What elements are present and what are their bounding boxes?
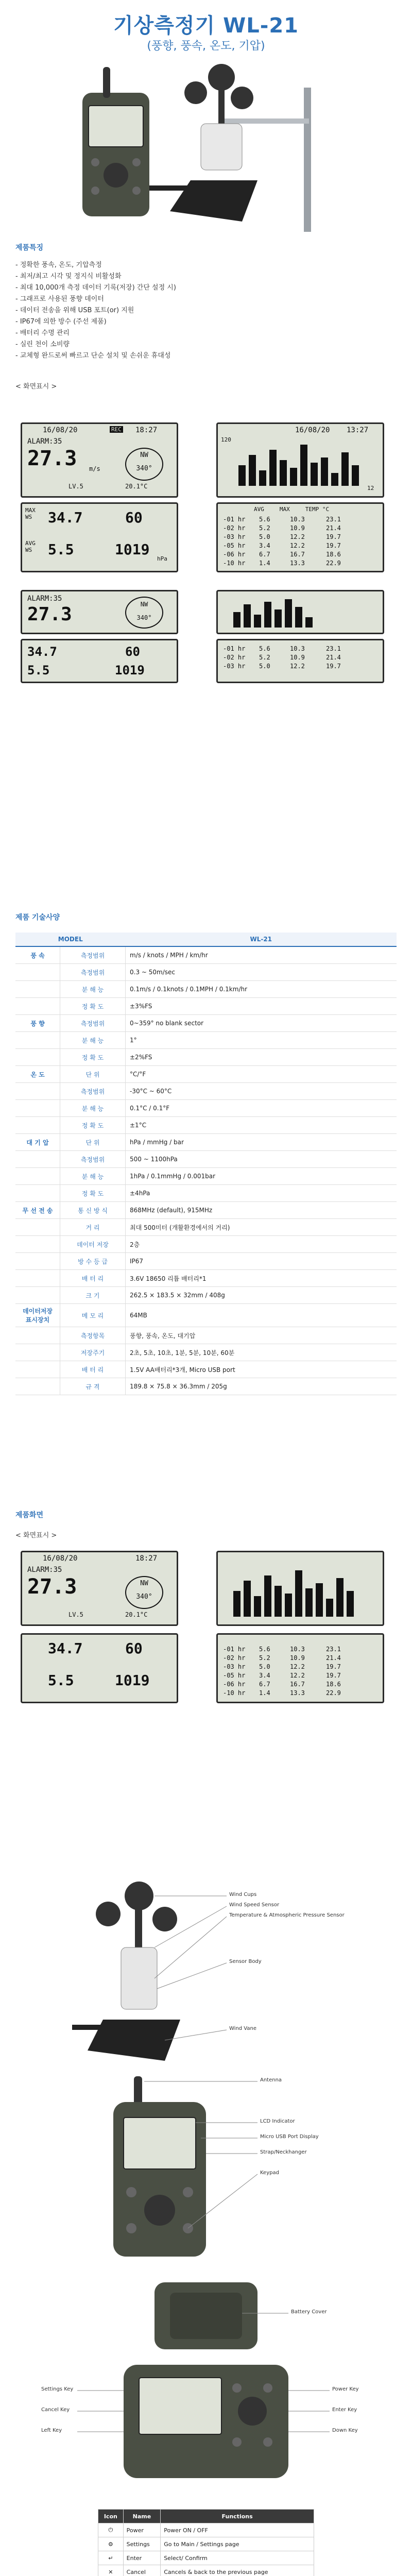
key-function: Select/ Confirm (161, 2551, 314, 2565)
table-row (15, 1253, 397, 1270)
label-display: Micro USB Port Display (260, 2134, 319, 2140)
table-row (15, 1202, 397, 1219)
spec-item: 단 위 (60, 1066, 126, 1083)
key-name: Cancel (123, 2565, 161, 2576)
table-row (15, 933, 397, 946)
spec-item: 분 해 능 (60, 1100, 126, 1117)
table-row (15, 1066, 397, 1083)
spec-value: ±3%FS (126, 998, 397, 1015)
lcd-wind-speed: 27.3 (27, 604, 72, 625)
lcd-wind-speed: 27.3 (27, 1575, 77, 1599)
spec-value: 0.1m/s / 0.1knots / 0.1MPH / 0.1km/hr (126, 981, 397, 998)
label-keypad: Keypad (260, 2170, 279, 2176)
key-table-section (0, 2504, 412, 2576)
spec-item: 배 터 리 (60, 1361, 126, 1378)
hero-section (0, 0, 412, 242)
key-col-name: Name (123, 2510, 161, 2523)
spec-category (15, 981, 60, 998)
screens-label-2: < 화면표시 > (15, 1532, 57, 1539)
spec-value: 풍향, 풍속, 온도, 대기압 (126, 1327, 397, 1344)
spec-item: 메 모 리 (60, 1304, 126, 1327)
spec-value: 3.6V 18650 리튬 배터리*1 (126, 1270, 397, 1287)
display-heading: 제품화면 (15, 1511, 44, 1519)
spec-item: 데이터 저장 (60, 1236, 126, 1253)
label-strap: Strap/Neckhanger (260, 2149, 307, 2155)
lcd-direction: NW (140, 451, 148, 459)
lcd-max-ws: 34.7 (27, 645, 57, 659)
lcd-atm-unit: hPa (157, 555, 167, 562)
table-row (15, 1361, 397, 1378)
spec-section (0, 912, 412, 1437)
table-row (15, 1344, 397, 1361)
spec-category (15, 1117, 60, 1134)
label-sensor-body: Sensor Body (229, 1959, 262, 1964)
spec-value: 최대 500미터 (개활환경에서의 거리) (126, 1219, 397, 1236)
spec-item: 측정범위 (60, 1083, 126, 1100)
label-wind-cups: Wind Cups (229, 1892, 257, 1897)
spec-value: 64MB (126, 1304, 397, 1327)
lcd-col-max: MAX (279, 506, 290, 513)
label-power-key: Power Key (332, 2386, 359, 2392)
lcd-history-table (223, 515, 341, 568)
product-illustration (0, 57, 412, 242)
spec-item: 정 확 도 (60, 1049, 126, 1066)
lcd-chart-screen (216, 422, 384, 498)
lcd-avg-ws: 5.5 (48, 1672, 74, 1689)
key-function: Go to Main / Settings page (161, 2537, 314, 2551)
lcd-temperature: 20.1°C (125, 483, 148, 490)
lcd-avg-ws: 5.5 (48, 541, 74, 558)
key-col-functions: Functions (161, 2510, 314, 2523)
lcd-atm-pressure: 1019 (115, 1672, 150, 1689)
feature-item: - 교체형 완드로써 빠르고 단순 설치 및 손쉬운 휴대성 (15, 352, 171, 360)
spec-item: 크 기 (60, 1287, 126, 1304)
table-row: -06 hr 6.7 16.7 18.6 (223, 551, 341, 558)
spec-item: 방 수 등 급 (60, 1253, 126, 1270)
key-icon: ↵ (98, 2551, 124, 2565)
spec-value: 1.5V AA배터리*3개, Micro USB port (126, 1361, 397, 1378)
features-section (0, 242, 412, 407)
spec-item: 정 확 도 (60, 1185, 126, 1202)
feature-item: - 데이터 전송을 위해 USB 포트(or) 지원 (15, 307, 134, 314)
spec-value: 0.1°C / 0.1°F (126, 1100, 397, 1117)
spec-item: 거 리 (60, 1219, 126, 1236)
lcd-stats-screen-2 (21, 1633, 178, 1703)
table-row (98, 2523, 314, 2537)
lcd-chart-max: 120 (221, 436, 231, 443)
label-settings-key: Settings Key (41, 2386, 74, 2392)
spec-category (15, 1032, 60, 1049)
spec-model-label: MODEL (15, 933, 126, 946)
label-wind-speed-sensor: Wind Speed Sensor (229, 1902, 280, 1908)
spec-item: 저장주기 (60, 1344, 126, 1361)
spec-item: 측정범위 (60, 946, 126, 964)
key-name: Settings (123, 2537, 161, 2551)
spec-category (15, 1344, 60, 1361)
lcd-main-screen-2 (21, 1551, 178, 1626)
spec-category (15, 1378, 60, 1395)
spec-value: 262.5 × 183.5 × 32mm / 408g (126, 1287, 397, 1304)
spec-item: 정 확 도 (60, 998, 126, 1015)
lcd-chart-screen-alt (216, 590, 384, 634)
lcd-compass (125, 448, 163, 481)
spec-item: 단 위 (60, 1134, 126, 1151)
table-row (15, 1287, 397, 1304)
feature-item: - 그래프로 사용된 풍향 데이터 (15, 295, 104, 303)
receiver-diagram (0, 2071, 412, 2272)
lcd-temperature: 20.1°C (125, 1611, 148, 1618)
table-row (98, 2565, 314, 2576)
lcd-level: LV.5 (68, 483, 83, 490)
label-down-key: Down Key (332, 2428, 358, 2433)
spec-value: m/s / knots / MPH / km/hr (126, 946, 397, 964)
spec-table (15, 933, 397, 1395)
key-icon: ⚙ (98, 2537, 124, 2551)
lcd-degrees: 340° (136, 465, 152, 472)
spec-category (15, 1270, 60, 1287)
lcd-stats-screen-alt (21, 639, 178, 683)
lcd-time: 18:27 (135, 1554, 158, 1563)
lcd-bar-chart (228, 597, 372, 628)
table-row (15, 981, 397, 998)
screens-label: < 화면표시 > (15, 383, 57, 391)
spec-category: 무 선 전 송 (15, 1202, 60, 1219)
spec-category: 온 도 (15, 1066, 60, 1083)
page-subtitle: (풍향, 풍속, 온도, 기압) (147, 40, 265, 53)
features-list (15, 260, 176, 362)
spec-value: 1hPa / 0.1mmHg / 0.001bar (126, 1168, 397, 1185)
feature-item: - 실린 천이 소비량 (15, 341, 70, 348)
table-row (15, 998, 397, 1015)
key-name: Enter (123, 2551, 161, 2565)
spec-value: -30°C ~ 60°C (126, 1083, 397, 1100)
table-row (15, 1327, 397, 1344)
spec-item: 측정범위 (60, 964, 126, 981)
lcd-time: 13:27 (347, 426, 369, 434)
lcd-wind-chill: 60 (125, 509, 143, 526)
spec-item: 분 해 능 (60, 1168, 126, 1185)
lcd-history-screen-2: -01 hr 5.6 10.3 23.1 -02 hr 5.2 10.9 21.4 -03 hr 5.0 12.2 19.7 -05 hr 3.4 12.2 19.7 -06 hr 6.7 16.7 18.6 -10 hr 1.4 13.3 22.9 (216, 1633, 384, 1703)
spec-value: 500 ~ 1100hPa (126, 1151, 397, 1168)
key-function: Power ON / OFF (161, 2523, 314, 2537)
lcd-main-screen (21, 422, 178, 498)
lcd-alarm: ALARM:35 (27, 595, 62, 603)
table-row (15, 1378, 397, 1395)
feature-item: - 정확한 풍속, 온도, 기압측정 (15, 261, 102, 269)
lcd-date: 16/08/20 (43, 426, 78, 434)
table-row (98, 2551, 314, 2565)
spec-value: ±4hPa (126, 1185, 397, 1202)
spec-value: 189.8 × 75.8 × 36.3mm / 205g (126, 1378, 397, 1395)
table-row (98, 2537, 314, 2551)
spec-category (15, 1049, 60, 1066)
spec-category (15, 998, 60, 1015)
backfront-diagram (0, 2277, 412, 2494)
spec-value: ±2%FS (126, 1049, 397, 1066)
table-row: -01 hr 5.6 10.3 23.1 (223, 516, 341, 523)
lcd-level: LV.5 (68, 1611, 83, 1618)
table-row (15, 1032, 397, 1049)
key-icon: ⏻ (98, 2523, 124, 2537)
lcd-max-ws: 34.7 (48, 1640, 83, 1657)
spec-heading: 제품 기술사양 (15, 913, 60, 922)
spec-category (15, 1151, 60, 1168)
spec-category: 풍 속 (15, 946, 60, 964)
table-row (15, 946, 397, 964)
spec-item: 측정범위 (60, 1015, 126, 1032)
label-lcd-indicator: LCD Indicator (260, 2119, 295, 2124)
lcd-wind-chill: 60 (125, 645, 140, 659)
spec-category (15, 1253, 60, 1270)
feature-item: - IP67에 의한 방수 (주선 제품) (15, 318, 107, 326)
table-row: -10 hr 1.4 13.3 22.9 (223, 560, 341, 567)
lcd-chart-hours: 12 (367, 485, 374, 492)
table-row (15, 964, 397, 981)
table-row: -03 hr 5.0 12.2 19.7 (223, 533, 341, 540)
spec-category (15, 1168, 60, 1185)
table-row (15, 1304, 397, 1327)
feature-item: - 최대 10,000개 측정 데이터 기록(저장) 간단 설정 시) (15, 284, 176, 292)
spec-category (15, 1361, 60, 1378)
lcd-date: 16/08/20 (295, 426, 330, 434)
parts-anemometer-section (0, 1875, 412, 2071)
spec-category (15, 1100, 60, 1117)
display-section (0, 1510, 412, 1865)
lcd-bar-chart (233, 439, 377, 486)
spec-value: °C/°F (126, 1066, 397, 1083)
lcd-atm-pressure: 1019 (115, 541, 150, 558)
spec-category (15, 1327, 60, 1344)
table-row (15, 1219, 397, 1236)
spec-category: 대 기 압 (15, 1134, 60, 1151)
spec-value: 2층 (126, 1236, 397, 1253)
spec-item: 정 확 도 (60, 1117, 126, 1134)
spec-value: 2초, 5초, 10초, 1분, 5분, 10분, 60분 (126, 1344, 397, 1361)
lcd-bar-chart (228, 1565, 372, 1617)
spec-model: WL-21 (126, 933, 397, 946)
lcd-date: 16/08/20 (43, 1554, 78, 1563)
table-row (15, 1236, 397, 1253)
spec-category (15, 1219, 60, 1236)
lcd-col-temp: TEMP °C (305, 506, 330, 513)
spec-item: 배 터 리 (60, 1270, 126, 1287)
parts-receiver-section (0, 2071, 412, 2272)
spec-value: IP67 (126, 1253, 397, 1270)
lcd-atm-pressure: 1019 (115, 663, 145, 677)
label-cancel-key: Cancel Key (41, 2407, 70, 2413)
lcd-compass: NW 340° (125, 597, 163, 629)
spec-value: hPa / mmHg / bar (126, 1134, 397, 1151)
spec-value: ±1°C (126, 1117, 397, 1134)
anemometer-diagram (0, 1875, 412, 2071)
parts-backfront-section (0, 2277, 412, 2494)
lcd-chart-screen-2 (216, 1551, 384, 1626)
table-row (15, 1168, 397, 1185)
lcd-compass: NW 340° (125, 1576, 163, 1609)
spec-category: 데이터저장 표시장치 (15, 1304, 60, 1327)
label-wind-vane: Wind Vane (229, 2026, 256, 2031)
spec-value: 0~359° no blank sector (126, 1015, 397, 1032)
spec-item: 분 해 능 (60, 1032, 126, 1049)
lcd-stats-screen: MAX WS 34.7 AVG WS 5.5 60 1019 hPa (21, 502, 178, 572)
features-heading: 제품특징 (15, 244, 44, 252)
label-left-key: Left Key (41, 2428, 62, 2433)
key-function: Cancels & back to the previous page (161, 2565, 314, 2576)
table-row: -05 hr 3.4 12.2 19.7 (223, 542, 341, 549)
label-battery-cover: Battery Cover (291, 2309, 327, 2315)
key-name: Power (123, 2523, 161, 2537)
spec-item: 규 격 (60, 1378, 126, 1395)
spec-category: 풍 향 (15, 1015, 60, 1032)
spec-category (15, 1236, 60, 1253)
label-antenna: Antenna (260, 2077, 282, 2083)
screens-block-1 (0, 412, 412, 690)
table-row (15, 1100, 397, 1117)
key-col-icon: Icon (98, 2510, 124, 2523)
lcd-history-screen-alt: -01 hr 5.6 10.3 23.1 -02 hr 5.2 10.9 21.4 -03 hr 5.0 12.2 19.7 (216, 639, 384, 683)
key-icon: ✕ (98, 2565, 124, 2576)
spec-category (15, 964, 60, 981)
table-row (15, 1049, 397, 1066)
lcd-col-avg: AVG (254, 506, 264, 513)
spec-item: 측정범위 (60, 1151, 126, 1168)
table-row (15, 1151, 397, 1168)
spec-item: 측정항목 (60, 1327, 126, 1344)
spec-item: 분 해 능 (60, 981, 126, 998)
lcd-ws-unit: m/s (89, 465, 100, 472)
lcd-wind-chill: 60 (125, 1640, 143, 1657)
lcd-max-ws: 34.7 (48, 509, 83, 526)
table-row (15, 1015, 397, 1032)
table-row (15, 1117, 397, 1134)
lcd-avg-ws: 5.5 (27, 663, 50, 677)
spec-value: 868MHz (default), 915MHz (126, 1202, 397, 1219)
table-row (15, 1185, 397, 1202)
label-temp-sensor: Temperature & Atmospheric Pressure Sensor (229, 1912, 345, 1918)
spec-category (15, 1287, 60, 1304)
table-row (15, 1134, 397, 1151)
spec-value: 0.3 ~ 50m/sec (126, 964, 397, 981)
table-row (15, 1083, 397, 1100)
table-row: -02 hr 5.2 10.9 21.4 (223, 524, 341, 532)
lcd-alarm: ALARM:35 (27, 437, 62, 446)
spec-value: 1° (126, 1032, 397, 1049)
lcd-history-screen (216, 502, 384, 572)
table-row (15, 1270, 397, 1287)
lcd-wind-speed: 27.3 (27, 447, 77, 470)
spec-category (15, 1083, 60, 1100)
feature-item: - 배터리 수명 관리 (15, 329, 70, 337)
label-enter-key: Enter Key (332, 2407, 357, 2413)
lcd-rec-badge: REC (110, 426, 123, 433)
page-title: 기상측정기 WL-21 (113, 14, 299, 38)
feature-item: - 최저/최고 시각 및 정지식 비활성화 (15, 273, 122, 280)
lcd-time: 18:27 (135, 426, 158, 434)
key-function-table (98, 2509, 314, 2576)
lcd-main-screen-alt (21, 590, 178, 634)
lcd-alarm: ALARM:35 (27, 1566, 62, 1574)
spec-category (15, 1185, 60, 1202)
spec-item: 통 신 방 식 (60, 1202, 126, 1219)
